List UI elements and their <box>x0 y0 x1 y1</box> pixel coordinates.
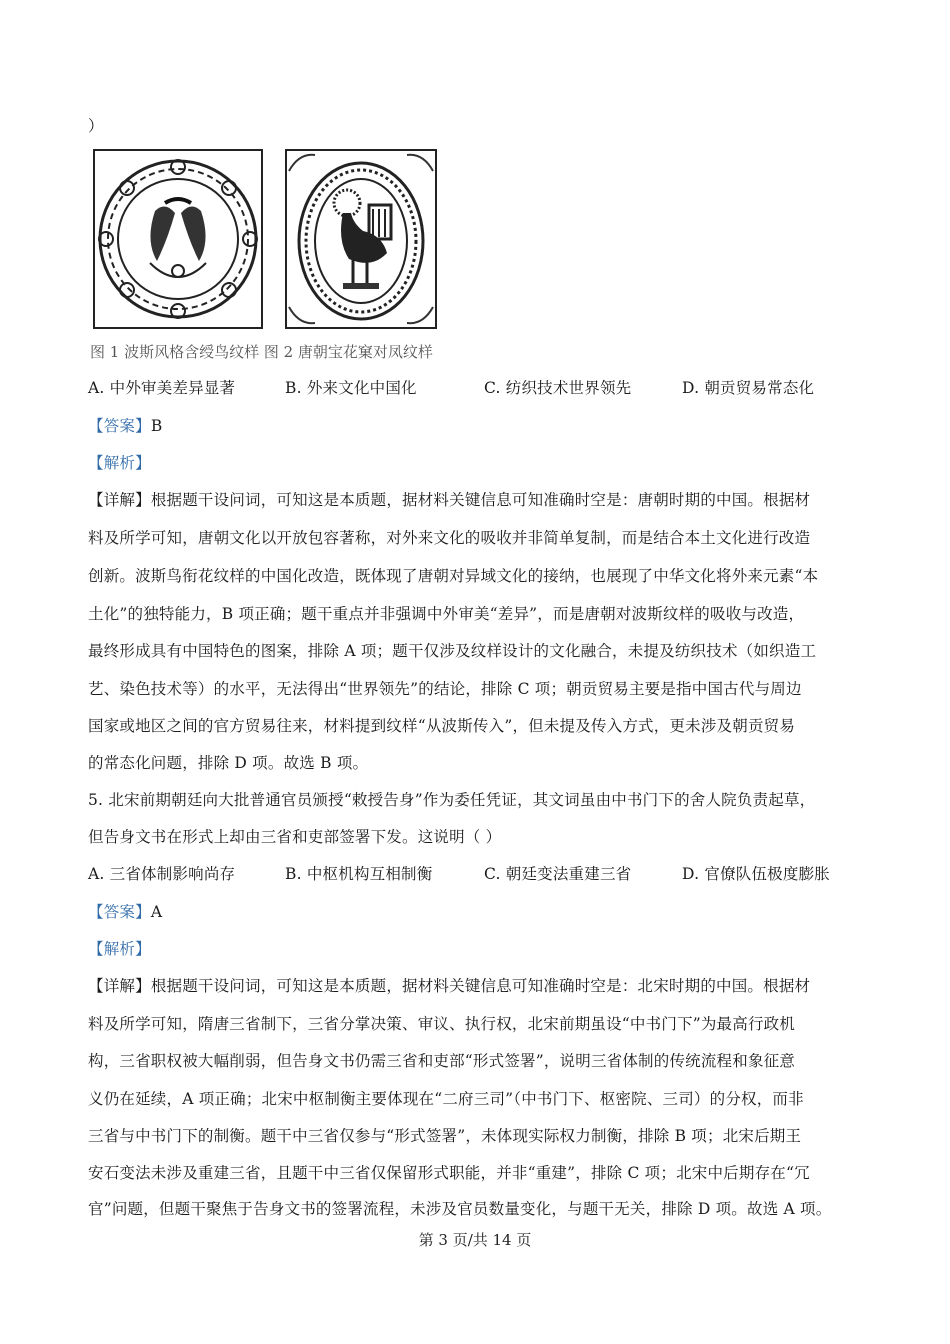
q5-detail-line-6: 安石变法未涉及重建三省，且题干中三省仅保留形式职能，并非“重建”，排除 C 项；北宋中后期存在“冗 <box>88 1164 810 1182</box>
detail-label: 【详解】 <box>88 977 151 995</box>
q4-answer <box>88 416 868 436</box>
q4-detail-line-2: 料及所学可知，唐朝文化以开放包容著称，对外来文化的吸收并非简单复制，而是结合本土文化进行改造 <box>88 529 811 547</box>
q5-detail-line-4: 义仍在延续，A 项正确；北宋中枢制衡主要体现在“二府三司”（中书门下、枢密院、三司）的分权，而非 <box>88 1090 804 1108</box>
q5-detail-line-1: 【详解】根据题干设问词，可知这是本质题，据材料关键信息可知准确时空是：北宋时期的中国。根据材 <box>88 977 811 995</box>
q4-option-b: B. 外来文化中国化 <box>285 379 417 397</box>
figure-1-persian-bird-pattern <box>93 149 263 329</box>
figure-2-tang-phoenix-pattern <box>285 149 437 329</box>
q4-detail-line-6: 艺、染色技术等）的水平，无法得出“世界领先”的结论，排除 C 项；朝贡贸易主要是指中国古代与周边 <box>88 680 802 698</box>
q5-detail-line-7: 官”问题，但题干聚焦于告身文书的签署流程，未涉及官员数量变化，与题干无关，排除 D 项。故选 A 项。 <box>88 1200 832 1218</box>
q4-detail-line-1: 【详解】根据题干设问词，可知这是本质题，据材料关键信息可知准确时空是：唐朝时期的中国。根据材 <box>88 491 811 509</box>
q4-option-c: C. 纺织技术世界领先 <box>484 379 632 397</box>
q5-detail-line-3: 构，三省职权被大幅削弱，但告身文书仍需三省和吏部“形式签署”，说明三省体制的传统流程和象征意 <box>88 1052 796 1070</box>
q5-stem-line-1: 5. 北宋前期朝廷向大批普通官员颁授“敕授告身”作为委任凭证，其文词虽由中书门下的舍人院负责起草， <box>88 791 816 809</box>
answer-value: B <box>150 417 163 435</box>
q5-option-a: A. 三省体制影响尚存 <box>88 865 236 883</box>
q5-answer <box>88 902 868 922</box>
q4-detail-line-8: 的常态化问题，排除 D 项。故选 B 项。 <box>88 754 369 772</box>
q4-detail-line-3: 创新。波斯鸟衔花纹样的中国化改造，既体现了唐朝对异域文化的接纳，也展现了中华文化将外来元素“本 <box>88 567 819 585</box>
q5-stem-line-2: 但告身文书在形式上却由三省和吏部签署下发。这说明（ ） <box>88 828 502 846</box>
tang-rooster-medallion-icon <box>287 151 435 327</box>
q4-analysis-heading <box>88 453 868 473</box>
analysis-label: 【解析】 <box>88 454 151 472</box>
answer-label: 【答案】 <box>88 903 151 921</box>
q5-detail-line-2: 料及所学可知，隋唐三省制下，三省分掌决策、审议、执行权，北宋前期虽设“中书门下”为最高行政机 <box>88 1015 796 1033</box>
answer-label: 【答案】 <box>88 417 151 435</box>
q4-detail-line-4: 土化”的独特能力，B 项正确；题干重点并非强调中外审美“差异”，而是唐朝对波斯纹样的吸收与改造， <box>88 605 805 623</box>
detail-label: 【详解】 <box>88 491 151 509</box>
q4-option-d: D. 朝贡贸易常态化 <box>682 379 815 397</box>
persian-roundel-pattern-icon <box>95 151 261 327</box>
q5-option-b: B. 中枢机构互相制衡 <box>285 865 433 883</box>
answer-value: A <box>150 903 163 921</box>
q5-analysis-heading <box>88 939 868 959</box>
q5-option-c: C. 朝廷变法重建三省 <box>484 865 632 883</box>
q4-detail-line-7: 国家或地区之间的官方贸易往来，材料提到纹样“从波斯传入”，但未提及传入方式，更未涉及朝贡贸易 <box>88 717 796 735</box>
analysis-label: 【解析】 <box>88 940 151 958</box>
q4-option-a: A. 中外审美差异显著 <box>88 379 236 397</box>
q4-detail-line-5: 最终形成具有中国特色的图案，排除 A 项；题干仅涉及纹样设计的文化融合，未提及纺织技术（如织造工 <box>88 642 817 660</box>
page-number-footer: 第 3 页/共 14 页 <box>418 1231 532 1249</box>
q5-option-d: D. 官僚队伍极度膨胀 <box>682 865 830 883</box>
continuation-paren: ） <box>88 117 104 135</box>
q5-detail-line-5: 三省与中书门下的制衡。题干中三省仅参与“形式签署”，未体现实际权力制衡，排除 B 项；北宋后期王 <box>88 1127 802 1145</box>
figure-captions: 图 1 波斯风格含绶鸟纹样 图 2 唐朝宝花窠对凤纹样 <box>90 343 433 361</box>
